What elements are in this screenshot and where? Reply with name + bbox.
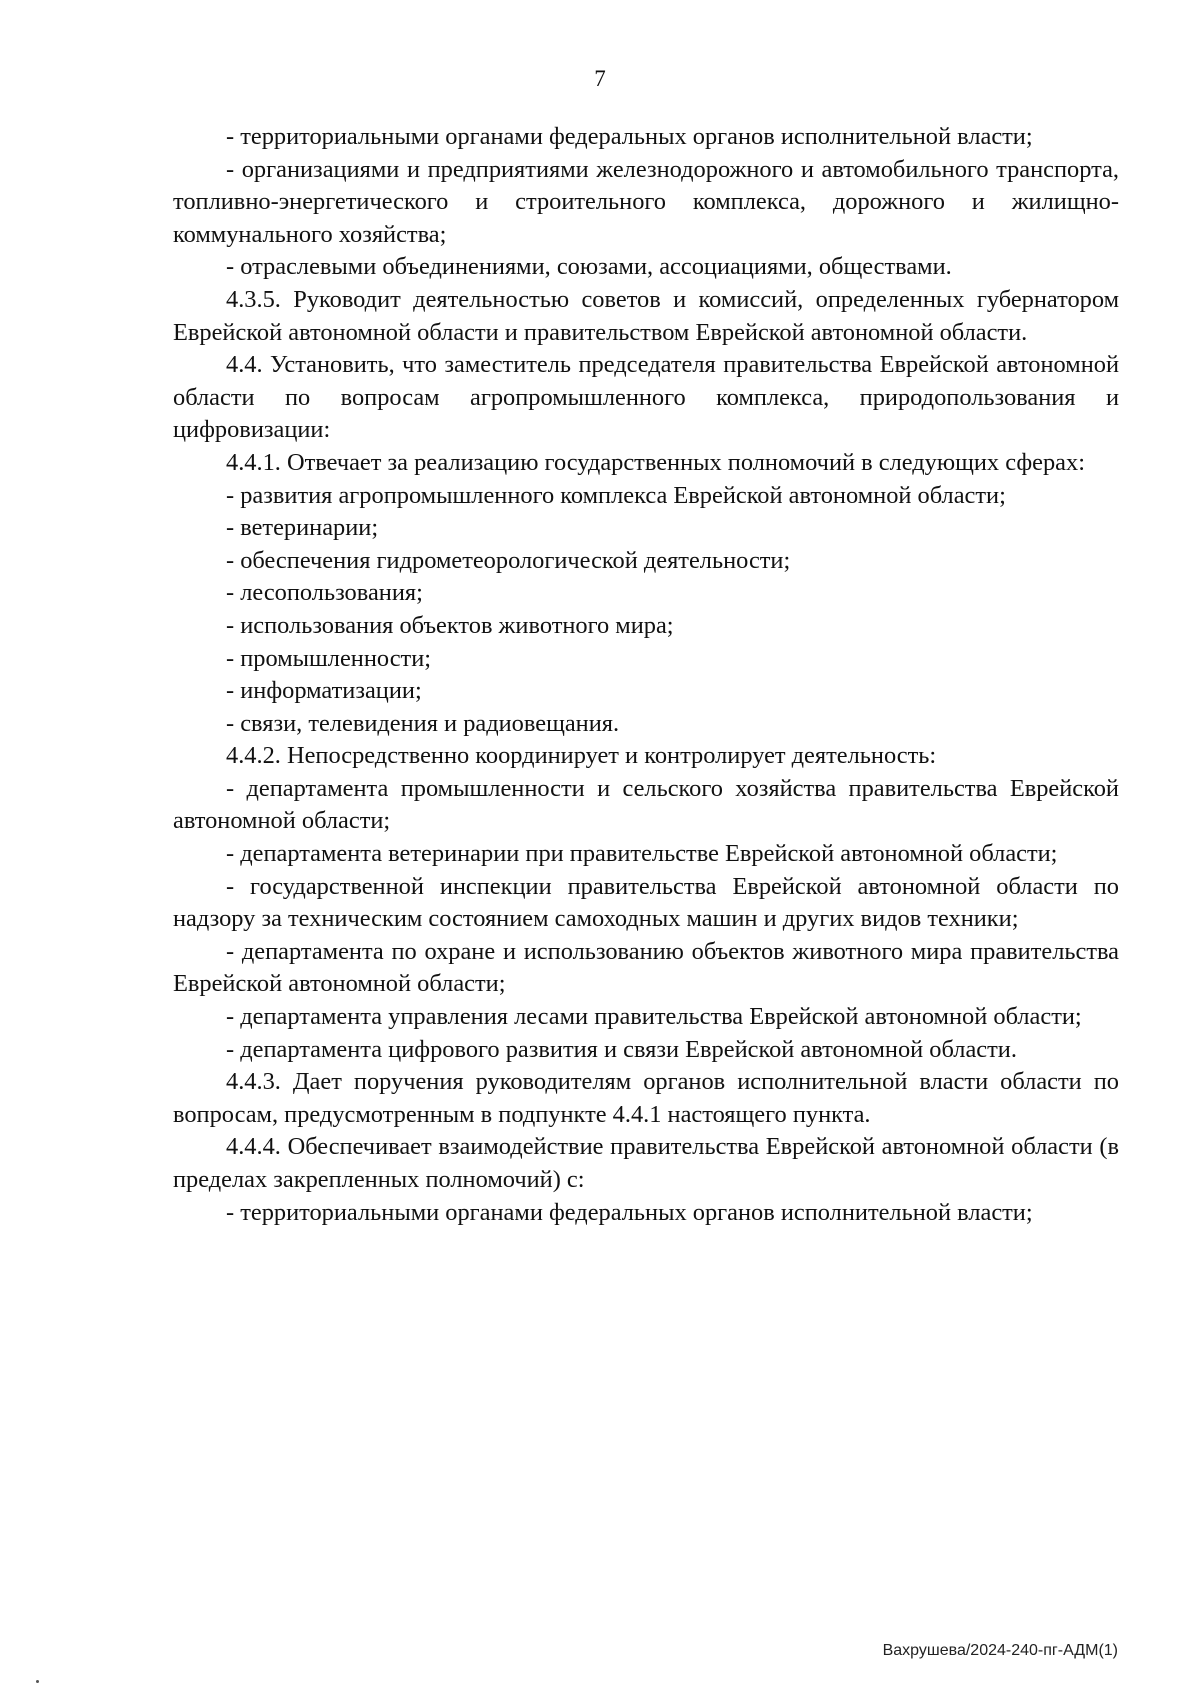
paragraph: 4.3.5. Руководит деятельностью советов и комиссий, определенных губернатором Еврейской автономной области и правительством Еврейской автономной области. — [173, 285, 1119, 346]
paragraph: - государственной инспекции правительства Еврейской автономной области по надзору за техническим состоянием самоходных машин и других видов техники; — [173, 872, 1119, 933]
page-number: 7 — [594, 66, 606, 91]
paragraph: 4.4. Установить, что заместитель председателя правительства Еврейской автономной области по вопросам агропромышленного комплекса, природопользования и цифровизации: — [173, 351, 1119, 444]
paragraph: - департамента промышленности и сельского хозяйства правительства Еврейской автономной области; — [173, 774, 1119, 835]
paragraph: - обеспечения гидрометеорологической деятельности; — [226, 546, 791, 574]
paragraph: - промышленности; — [226, 644, 432, 672]
paragraph: - лесопользования; — [226, 579, 423, 607]
paragraph: - использования объектов животного мира; — [226, 611, 674, 639]
paragraph: - информатизации; — [226, 677, 422, 705]
paragraph: - территориальными органами федеральных органов исполнительной власти; — [226, 1198, 1033, 1226]
paragraph: - департамента по охране и использованию объектов животного мира правительства Еврейской автономной области; — [173, 937, 1119, 998]
paragraph: - отраслевыми объединениями, союзами, ассоциациями, обществами. — [226, 253, 952, 281]
paragraph: 4.4.4. Обеспечивает взаимодействие правительства Еврейской автономной области (в пределах закрепленных полномочий) с: — [173, 1133, 1119, 1193]
paragraph: - департамента управления лесами правительства Еврейской автономной области; — [226, 1003, 1082, 1031]
document-footer-id: Вахрушева/2024-240-пг-АДМ(1) — [882, 1642, 1118, 1659]
paragraph: - департамента ветеринарии при правительстве Еврейской автономной области; — [226, 840, 1058, 868]
paragraph: - связи, телевидения и радиовещания. — [226, 709, 620, 737]
paragraph: - развития агропромышленного комплекса Еврейской автономной области; — [226, 481, 1006, 509]
paragraph: - ветеринарии; — [226, 514, 379, 542]
paragraph: - департамента цифрового развития и связи Еврейской автономной области. — [226, 1035, 1017, 1063]
paragraph: - организациями и предприятиями железнодорожного и автомобильного транспорта, топливно-энергетического и строительного комплекса, дорожного и жилищно-коммунального хозяйства; — [173, 155, 1119, 248]
paragraph: 4.4.2. Непосредственно координирует и контролирует деятельность: — [226, 742, 937, 770]
paragraph: - территориальными органами федеральных органов исполнительной власти; — [226, 123, 1033, 150]
document-body — [173, 121, 1119, 1229]
scan-artifact-dot — [36, 1680, 39, 1683]
paragraph: 4.4.1. Отвечает за реализацию государственных полномочий в следующих сферах: — [226, 448, 1085, 476]
paragraph: 4.4.3. Дает поручения руководителям органов исполнительной власти области по вопросам, предусмотренным в подпункте 4.4.1 настоящего пункта. — [173, 1068, 1119, 1128]
